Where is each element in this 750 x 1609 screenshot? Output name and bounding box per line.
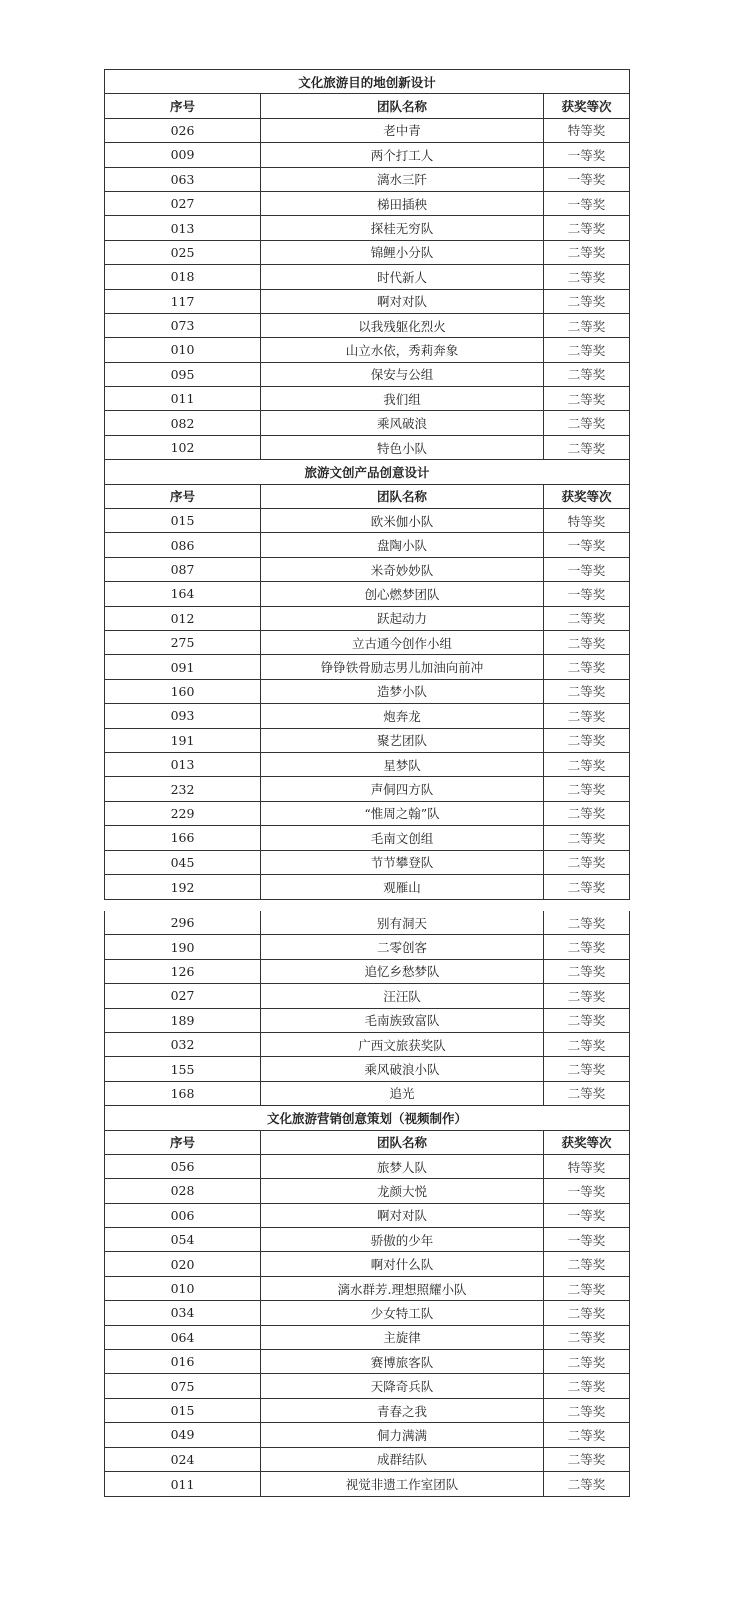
award-level: 二等奖 (567, 684, 606, 700)
team-number: 024 (105, 1448, 261, 1471)
award-level: 特等奖 (567, 123, 606, 139)
column-header: 团队名称 (261, 485, 544, 508)
team-name: 欧米伽小队 (261, 509, 544, 532)
team-name: 毛南文创组 (261, 826, 544, 849)
table-row (105, 1350, 629, 1374)
team-number: 190 (105, 935, 261, 958)
table-row (105, 1423, 629, 1447)
team-name: 成群结队 (261, 1448, 544, 1471)
team-name: 节节攀登队 (261, 851, 544, 874)
team-name: 山立水依，秀莉奔象 (261, 338, 544, 361)
team-number: 027 (105, 192, 261, 215)
team-number: 015 (105, 509, 261, 532)
team-number: 015 (105, 1399, 261, 1422)
team-number: 016 (105, 1350, 261, 1373)
award-level: 一等奖 (567, 147, 606, 163)
team-name: 锦鲤小分队 (261, 241, 544, 264)
column-header: 序号 (105, 1131, 261, 1154)
team-number: 087 (105, 558, 261, 581)
team-number: 275 (105, 631, 261, 654)
team-number: 020 (105, 1252, 261, 1275)
table-row (105, 802, 629, 826)
award-level: 二等奖 (567, 1330, 606, 1346)
table-row (105, 582, 629, 606)
team-number: 189 (105, 1009, 261, 1032)
table-row (105, 631, 629, 655)
table-row (105, 119, 629, 143)
table-row (105, 1057, 629, 1081)
table-row (105, 607, 629, 631)
section-title-row (105, 460, 629, 484)
table-row (105, 411, 629, 435)
table-row (105, 168, 629, 192)
column-header: 序号 (105, 94, 261, 117)
team-number: 018 (105, 265, 261, 288)
team-number: 073 (105, 314, 261, 337)
team-number: 095 (105, 363, 261, 386)
team-name: 赛博旅客队 (261, 1350, 544, 1373)
team-name: 旅梦人队 (261, 1155, 544, 1178)
team-number: 013 (105, 753, 261, 776)
award-level: 二等奖 (567, 988, 606, 1004)
team-name: “惟周之翰”队 (261, 802, 544, 825)
award-level: 二等奖 (567, 1477, 606, 1493)
team-name: 梯田插秧 (261, 192, 544, 215)
award-level: 二等奖 (567, 830, 606, 846)
team-name: 啊对对队 (261, 1204, 544, 1227)
team-name: 啊对对队 (261, 290, 544, 313)
award-level: 二等奖 (567, 318, 606, 334)
team-number: 164 (105, 582, 261, 605)
team-name: 二零创客 (261, 935, 544, 958)
award-level: 二等奖 (567, 391, 606, 407)
team-number: 126 (105, 960, 261, 983)
table-row (105, 363, 629, 387)
table-row (105, 680, 629, 704)
table-row (105, 729, 629, 753)
team-name: 主旋律 (261, 1326, 544, 1349)
team-name: 星梦队 (261, 753, 544, 776)
team-name: 米奇妙妙队 (261, 558, 544, 581)
table-row (105, 960, 629, 984)
header-row (105, 94, 629, 118)
award-level: 二等奖 (567, 880, 606, 896)
award-level: 二等奖 (567, 855, 606, 871)
team-name: 探桂无穷队 (261, 216, 544, 239)
team-name: 创心燃梦团队 (261, 582, 544, 605)
header-row (105, 485, 629, 509)
awards-table-part-2 (104, 911, 630, 1497)
team-name: 骄傲的少年 (261, 1228, 544, 1251)
table-row (105, 777, 629, 801)
section-title: 旅游文创产品创意设计 (304, 464, 430, 480)
table-row (105, 143, 629, 167)
award-level: 二等奖 (567, 1086, 606, 1102)
award-level: 二等奖 (567, 782, 606, 798)
award-level: 二等奖 (567, 245, 606, 261)
team-number: 034 (105, 1301, 261, 1324)
column-header: 获奖等次 (561, 1135, 612, 1151)
table-row (105, 1301, 629, 1325)
award-level: 一等奖 (567, 586, 606, 602)
table-row (105, 265, 629, 289)
award-level: 二等奖 (567, 733, 606, 749)
team-number: 064 (105, 1326, 261, 1349)
header-row (105, 1131, 629, 1155)
column-header: 团队名称 (261, 1131, 544, 1154)
team-number: 075 (105, 1374, 261, 1397)
team-number: 082 (105, 411, 261, 434)
award-level: 二等奖 (567, 1037, 606, 1053)
table-row (105, 1179, 629, 1203)
team-number: 063 (105, 168, 261, 191)
team-name: 汪汪队 (261, 984, 544, 1007)
team-name: 广西文旅获奖队 (261, 1033, 544, 1056)
table-row (105, 1399, 629, 1423)
award-level: 一等奖 (567, 196, 606, 212)
award-level: 二等奖 (567, 1281, 606, 1297)
team-name: 铮铮铁骨励志男儿加油向前冲 (261, 655, 544, 678)
award-level: 二等奖 (567, 342, 606, 358)
award-level: 一等奖 (567, 1208, 606, 1224)
table-row (105, 655, 629, 679)
team-name: 追光 (261, 1082, 544, 1105)
team-number: 192 (105, 875, 261, 899)
team-number: 011 (105, 387, 261, 410)
team-name: 追忆乡愁梦队 (261, 960, 544, 983)
award-level: 二等奖 (567, 1403, 606, 1419)
team-name: 聚艺团队 (261, 729, 544, 752)
table-row (105, 984, 629, 1008)
team-name: 以我残躯化烈火 (261, 314, 544, 337)
team-number: 166 (105, 826, 261, 849)
column-header: 团队名称 (261, 94, 544, 117)
team-name: 老中青 (261, 119, 544, 142)
table-row (105, 1155, 629, 1179)
award-level: 二等奖 (567, 964, 606, 980)
column-header: 序号 (105, 485, 261, 508)
team-name: 青春之我 (261, 1399, 544, 1422)
table-row (105, 436, 629, 460)
team-number: 056 (105, 1155, 261, 1178)
table-row (105, 826, 629, 850)
table-row (105, 875, 629, 899)
team-number: 032 (105, 1033, 261, 1056)
team-number: 091 (105, 655, 261, 678)
team-name: 特色小队 (261, 436, 544, 459)
team-number: 296 (105, 911, 261, 934)
award-level: 二等奖 (567, 1305, 606, 1321)
team-name: 造梦小队 (261, 680, 544, 703)
team-number: 010 (105, 338, 261, 361)
team-name: 少女特工队 (261, 1301, 544, 1324)
team-number: 026 (105, 119, 261, 142)
team-number: 025 (105, 241, 261, 264)
award-level: 二等奖 (567, 1257, 606, 1273)
award-level: 一等奖 (567, 562, 606, 578)
table-row (105, 192, 629, 216)
team-number: 102 (105, 436, 261, 459)
team-number: 155 (105, 1057, 261, 1080)
team-name: 毛南族致富队 (261, 1009, 544, 1032)
award-level: 二等奖 (567, 635, 606, 651)
table-row (105, 1033, 629, 1057)
award-level: 二等奖 (567, 806, 606, 822)
table-row (105, 1277, 629, 1301)
award-level: 二等奖 (567, 1062, 606, 1078)
awards-table-part-1 (104, 69, 630, 900)
column-header: 获奖等次 (561, 99, 612, 115)
table-row (105, 1326, 629, 1350)
team-name: 两个打工人 (261, 143, 544, 166)
award-level: 二等奖 (567, 1452, 606, 1468)
team-name: 视觉非遗工作室团队 (261, 1472, 544, 1496)
table-row (105, 509, 629, 533)
award-level: 特等奖 (567, 1159, 606, 1175)
team-name: 观雁山 (261, 875, 544, 899)
table-row (105, 290, 629, 314)
award-level: 二等奖 (567, 269, 606, 285)
team-number: 009 (105, 143, 261, 166)
team-name: 啊对什么队 (261, 1252, 544, 1275)
table-row (105, 1448, 629, 1472)
table-row (105, 533, 629, 557)
team-number: 191 (105, 729, 261, 752)
award-level: 二等奖 (567, 294, 606, 310)
award-level: 二等奖 (567, 1013, 606, 1029)
team-number: 229 (105, 802, 261, 825)
award-level: 二等奖 (567, 1427, 606, 1443)
award-level: 二等奖 (567, 221, 606, 237)
team-number: 049 (105, 1423, 261, 1446)
award-level: 二等奖 (567, 708, 606, 724)
table-row (105, 314, 629, 338)
team-number: 012 (105, 607, 261, 630)
award-level: 二等奖 (567, 1354, 606, 1370)
team-number: 006 (105, 1204, 261, 1227)
team-name: 炮奔龙 (261, 704, 544, 727)
section-title: 文化旅游营销创意策划（视频制作） (266, 1110, 467, 1126)
section-title-row (105, 1106, 629, 1130)
table-row (105, 1204, 629, 1228)
team-name: 乘风破浪 (261, 411, 544, 434)
award-level: 二等奖 (567, 367, 606, 383)
team-name: 保安与公组 (261, 363, 544, 386)
team-number: 117 (105, 290, 261, 313)
team-number: 168 (105, 1082, 261, 1105)
award-level: 二等奖 (567, 1379, 606, 1395)
table-row (105, 935, 629, 959)
table-row (105, 558, 629, 582)
team-name: 漓水群芳.理想照耀小队 (261, 1277, 544, 1300)
team-number: 160 (105, 680, 261, 703)
team-name: 盘陶小队 (261, 533, 544, 556)
award-level: 一等奖 (567, 1232, 606, 1248)
team-name: 时代新人 (261, 265, 544, 288)
table-row (105, 1009, 629, 1033)
team-name: 别有洞天 (261, 911, 544, 934)
table-row (105, 1252, 629, 1276)
team-name: 声侗四方队 (261, 777, 544, 800)
table-row (105, 241, 629, 265)
table-row (105, 1374, 629, 1398)
award-level: 一等奖 (567, 1183, 606, 1199)
award-level: 二等奖 (567, 940, 606, 956)
award-level: 二等奖 (567, 915, 606, 931)
team-number: 011 (105, 1472, 261, 1496)
award-level: 一等奖 (567, 172, 606, 188)
table-row (105, 1082, 629, 1106)
table-row (105, 704, 629, 728)
award-level: 二等奖 (567, 440, 606, 456)
team-name: 侗力满满 (261, 1423, 544, 1446)
award-level: 二等奖 (567, 416, 606, 432)
award-level: 特等奖 (567, 513, 606, 529)
team-name: 我们组 (261, 387, 544, 410)
table-row (105, 1228, 629, 1252)
award-level: 二等奖 (567, 611, 606, 627)
award-level: 一等奖 (567, 538, 606, 554)
team-number: 093 (105, 704, 261, 727)
table-row (105, 851, 629, 875)
team-number: 232 (105, 777, 261, 800)
team-number: 086 (105, 533, 261, 556)
team-name: 漓水三阡 (261, 168, 544, 191)
table-row (105, 216, 629, 240)
team-number: 027 (105, 984, 261, 1007)
section-title: 文化旅游目的地创新设计 (298, 74, 436, 90)
table-row (105, 911, 629, 935)
table-row (105, 338, 629, 362)
team-name: 天降奇兵队 (261, 1374, 544, 1397)
table-row (105, 1472, 629, 1496)
team-name: 乘风破浪小队 (261, 1057, 544, 1080)
column-header: 获奖等次 (561, 489, 612, 505)
team-name: 龙颜大悦 (261, 1179, 544, 1202)
award-level: 二等奖 (567, 660, 606, 676)
team-number: 013 (105, 216, 261, 239)
award-level: 二等奖 (567, 757, 606, 773)
team-name: 跃起动力 (261, 607, 544, 630)
team-number: 010 (105, 1277, 261, 1300)
team-number: 045 (105, 851, 261, 874)
team-number: 054 (105, 1228, 261, 1251)
section-title-row (105, 70, 629, 94)
table-row (105, 753, 629, 777)
team-name: 立古通今创作小组 (261, 631, 544, 654)
team-number: 028 (105, 1179, 261, 1202)
table-row (105, 387, 629, 411)
